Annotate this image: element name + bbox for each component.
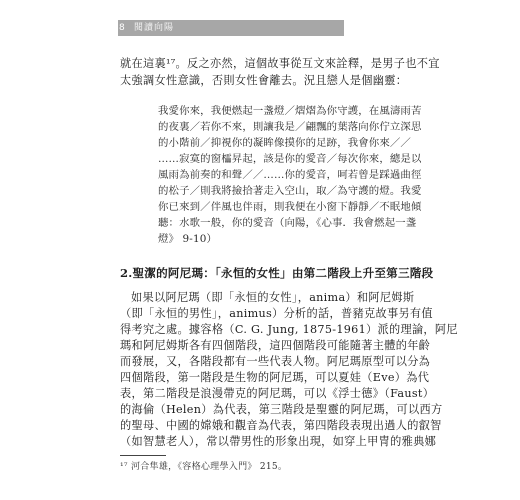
poem-quote-line: 的夜裏／若你不來，則讓我是／翩飄的葉落向你佇立深思	[158, 121, 422, 133]
poem-quote-line: ……寂寞的窗櫺昇起，該是你的愛音／每次你來，總是以	[158, 153, 422, 165]
poem-quote-line: 聽：水歌一般，你的愛音（向陽，《心事．我會燃起一盞	[158, 217, 417, 229]
running-head-title: 閱讀向陽	[134, 23, 175, 33]
body-text-line: （即「永恒的男性」，animus）分析的話，普豬克故事另有值	[120, 307, 433, 320]
body-text-line: 四個階段，第一階段是生物的阿尼瑪，可以夏娃（Eve）為代	[120, 371, 430, 384]
body-text-line: 而發展，又，各階段都有一些代表人物。阿尼瑪原型可以分為	[120, 355, 431, 368]
poem-quote-line: 的松子／則我將撿拾著走入空山，取／為守護的燈。我愛	[158, 185, 422, 197]
body-text-line: 的海倫（Helen）為代表，第三階段是聖靈的阿尼瑪，可以西方	[120, 403, 443, 416]
body-text-line: 如果以阿尼瑪（即「永恒的女性」，anima）和阿尼姆斯	[131, 291, 415, 304]
body-text-line: 太強調女性意識，否則女性會離去。況且戀人是個幽靈：	[120, 74, 408, 87]
poem-quote-line: 你已來到／伴風也伴雨，則我便在小窗下靜靜／不眠地傾	[158, 201, 422, 213]
footnote-divider	[120, 455, 166, 456]
poem-quote-line: 我愛你來，我便燃起一盞燈／熠熠為你守護，在風濤雨苦	[158, 105, 422, 117]
section-heading: 2.聖潔的阿尼瑪：「永恒的女性」由第二階段上升至第三階段	[120, 266, 434, 280]
body-text-line: （如智慧老人），常以帶男性的形象出現，如穿上甲冑的雅典娜	[120, 435, 437, 448]
body-text-line: 得考究之處。據容格（C. G. Jung, 1875-1961）派的理論，阿尼	[120, 323, 458, 336]
page-number: 8	[119, 23, 125, 33]
footnote: ¹⁷ 河合隼雄，《容格心理學入門》 215。	[120, 462, 288, 472]
body-text-line: 就在這裏¹⁷。反之亦然，這個故事從互文來詮釋，是男子也不宜	[120, 57, 440, 70]
body-text-line: 瑪和阿尼姆斯各有四個階段，這四個階段可能隨著主體的年齡	[120, 339, 431, 352]
body-text-line: 表，第二階段是浪漫帶克的阿尼瑪，可以《浮士德》（Faust）	[120, 387, 435, 400]
poem-quote-line: 風雨為前奏的和聲／／……你的愛音，呵若曾是踩過曲徑	[158, 169, 422, 181]
poem-quote-line: 的小階前／抑視你的凝眸像摸你的足跡，我會你來／／	[158, 137, 411, 149]
poem-quote-line: 燈》 9-10）	[158, 233, 218, 245]
body-text-line: 的聖母、中國的嫦娥和觀音為代表，第四階段表現出過人的叡智	[120, 419, 442, 432]
